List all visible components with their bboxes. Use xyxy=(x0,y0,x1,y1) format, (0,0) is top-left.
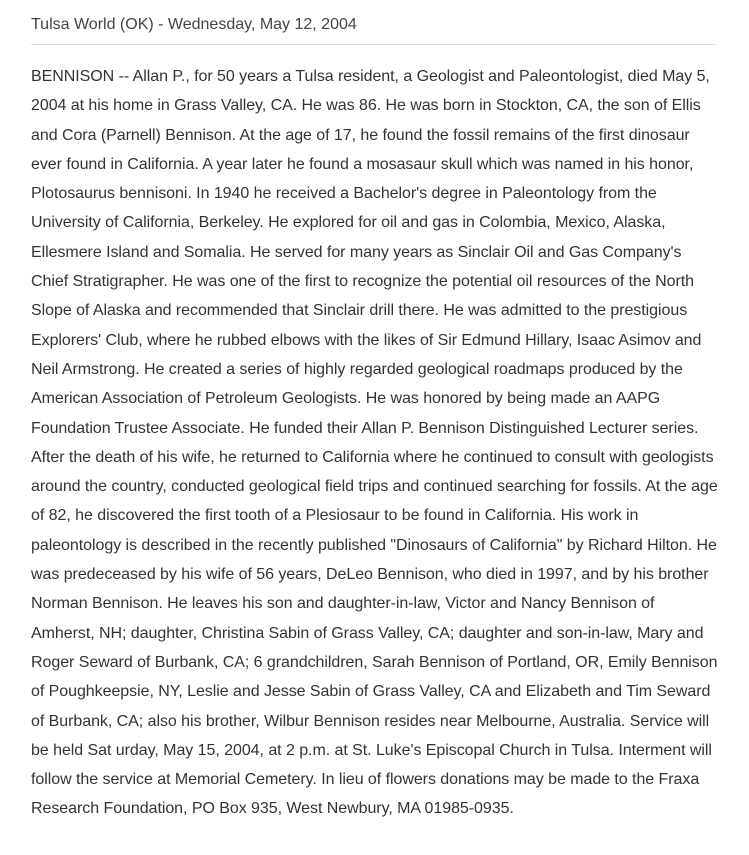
obituary-text: BENNISON -- Allan P., for 50 years a Tulsa resident, a Geologist and Paleontologist, died May 5, 2004 at his home in Grass Valley, CA. He was 86. He was born in Stockton, CA, the son of Ellis and Cora (Parnell) Bennison. At the age of 17, he found the fossil remains of the first dinosaur ever found in California. A year later he found a mosasaur skull which was named in his honor, Plotosaurus bennisoni. In 1940 he received a Bachelor's degree in Paleontology from the University of California, Berkeley. He explored for oil and gas in Colombia, Mexico, Alaska, Ellesmere Island and Somalia. He served for many years as Sinclair Oil and Gas Company's Chief Stratigrapher. He was one of the first to recognize the potential oil resources of the North Slope of Alaska and recommended that Sinclair drill there. He was admitted to the prestigious Explorers' Club, where he rubbed elbows with the likes of Sir Edmund Hillary, Isaac Asimov and Neil Armstrong. He created a series of highly regarded geological roadmaps produced by the American Association of Petroleum Geologists. He was honored by being made an AAPG Foundation Trustee Associate. He funded their Allan P. Bennison Distinguished Lecturer series. After the death of his wife, he returned to California where he continued to consult with geologists around the country, conducted geological field trips and continued searching for fossils. At the age of 82, he discovered the first tooth of a Plesiosaur to be found in California. His work in paleontology is described in the recently published "Dinosaurs of California" by Richard Hilton. He was predeceased by his wife of 56 years, DeLeo Bennison, who died in 1997, and by his brother Norman Bennison. He leaves his son and daughter-in-law, Victor and Nancy Bennison of Amherst, NH; daughter, Christina Sabin of Grass Valley, CA; daughter and son-in-law, Mary and Roger Seward of Burbank, CA; 6 grandchildren, Sarah Bennison of Portland, OR, Emily Bennison of Poughkeepsie, NY, Leslie and Jesse Sabin of Grass Valley, CA and Elizabeth and Tim Seward of Burbank, CA; also his brother, Wilbur Bennison resides near Melbourne, Australia. Service will be held Sat urday, May 15, 2004, at 2 p.m. at St. Luke's Episcopal Church in Tulsa. Interment will follow the service at Memorial Cemetery. In lieu of flowers donations may be made to the Fraxa Research Foundation, PO Box 935, West Newbury, MA 01985-0935. xyxy=(31,68,718,818)
obituary-page xyxy=(31,0,718,824)
source-heading: Tulsa World (OK) - Wednesday, May 12, 2004 xyxy=(31,16,357,33)
divider xyxy=(31,44,716,45)
